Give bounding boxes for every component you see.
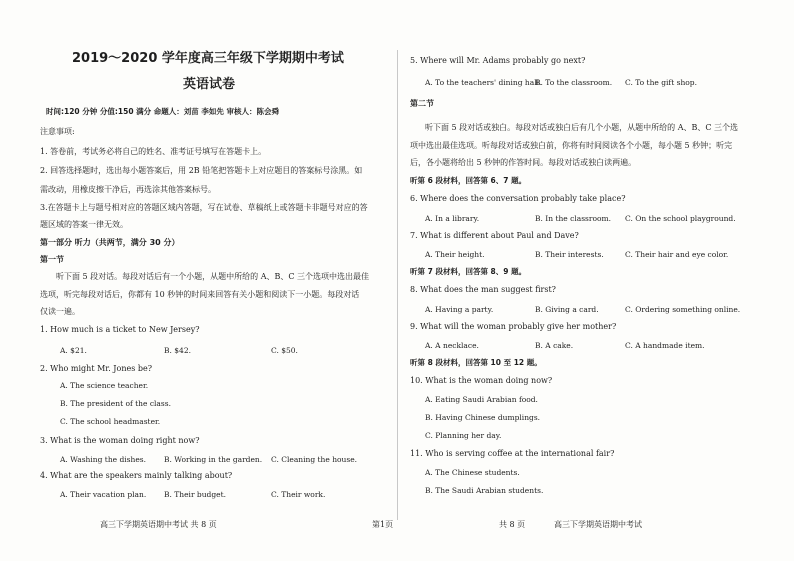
notice-3-line2: 题区域的答案一律无效。 <box>40 220 128 229</box>
question-4-option-a: A. Their vacation plan. <box>60 490 147 499</box>
question-3-option-b: B. Working in the garden. <box>164 455 263 464</box>
notice-3-line1: 3.在答题卡上与题号相对应的答题区域内答题，写在试卷、草稿纸上或答题卡非题号对应的答 <box>40 203 368 212</box>
question-8-option-c: C. Ordering something online. <box>625 305 741 314</box>
question-2-option-a: A. The science teacher. <box>60 381 149 390</box>
question-2-option-c: C. The school headmaster. <box>60 417 161 426</box>
right-footer-pages: 共 8 页 <box>499 520 526 529</box>
material-8-heading: 听第 8 段材料，回答第 10 至 12 题。 <box>410 358 542 367</box>
question-9: 9. What will the woman probably give her mother? <box>410 322 617 331</box>
page-number: 第1页 <box>372 520 394 529</box>
question-4: 4. What are the speakers mainly talking about? <box>40 471 233 480</box>
notice-heading: 注意事项: <box>40 127 75 136</box>
question-5-option-a: A. To the teachers' dining hall. <box>425 78 542 87</box>
question-10-option-c: C. Planning her day. <box>425 431 502 440</box>
part-one-heading: 第一部分 听力（共两节，满分 30 分） <box>40 238 180 247</box>
question-2-option-b: B. The president of the class. <box>60 399 171 408</box>
left-footer: 高三下学期英语期中考试 共 8 页 <box>100 520 217 529</box>
question-9-option-c: C. A handmade item. <box>625 341 705 350</box>
notice-2-line1: 2. 回答选择题时，选出每小题答案后，用 2B 铅笔把答题卡上对应题目的答案标号涂黑。如 <box>40 166 363 175</box>
question-3-option-c: C. Cleaning the house. <box>271 455 358 464</box>
question-4-option-b: B. Their budget. <box>164 490 226 499</box>
question-1-option-a: A. $21. <box>60 346 87 355</box>
section-one-instructions-line3: 仅读一遍。 <box>40 307 80 316</box>
question-1-option-c: C. $50. <box>271 346 298 355</box>
exam-subtitle: 英语试卷 <box>183 77 236 92</box>
question-6-option-a: A. In a library. <box>425 214 480 223</box>
question-9-option-b: B. A cake. <box>535 341 574 350</box>
question-3: 3. What is the woman doing right now? <box>40 436 200 445</box>
question-10: 10. What is the woman doing now? <box>410 376 553 385</box>
question-6-option-c: C. On the school playground. <box>625 214 736 223</box>
section-one-instructions-line1: 听下面 5 段对话。每段对话后有一个小题，从题中所给的 A、B、C 三个选项中选出最佳 <box>56 272 370 281</box>
question-7-option-c: C. Their hair and eye color. <box>625 250 729 259</box>
question-10-option-a: A. Eating Saudi Arabian food. <box>425 395 538 404</box>
question-7-option-a: A. Their height. <box>425 250 485 259</box>
question-11-option-b: B. The Saudi Arabian students. <box>425 486 544 495</box>
notice-2-line2: 需改动，用橡皮擦干净后，再选涂其他答案标号。 <box>40 185 216 194</box>
right-footer-title: 高三下学期英语期中考试 <box>554 520 642 529</box>
section-two-instructions-line3: 后，各小题将给出 5 秒钟的作答时间。每段对话或独白读两遍。 <box>410 158 637 167</box>
question-10-option-b: B. Having Chinese dumplings. <box>425 413 541 422</box>
exam-meta: 时间:120 分钟 分值:150 满分 命题人：刘苗 李如先 审核人：陈会舜 <box>46 107 279 116</box>
material-6-heading: 听第 6 段材料，回答第 6、7 题。 <box>410 176 527 185</box>
question-7-option-b: B. Their interests. <box>535 250 604 259</box>
notice-1: 1. 答卷前，考试务必将自己的姓名、准考证号填写在答题卡上。 <box>40 147 267 156</box>
question-6-option-b: B. In the classroom. <box>535 214 612 223</box>
section-two-heading: 第二节 <box>410 99 434 108</box>
question-8: 8. What does the man suggest first? <box>410 285 556 294</box>
question-9-option-a: A. A necklace. <box>425 341 479 350</box>
question-8-option-a: A. Having a party. <box>425 305 494 314</box>
section-one-heading: 第一节 <box>40 255 64 264</box>
exam-title: 2019～2020 学年度高三年级下学期期中考试 <box>72 51 344 66</box>
question-8-option-b: B. Giving a card. <box>535 305 599 314</box>
question-1-option-b: B. $42. <box>164 346 191 355</box>
question-4-option-c: C. Their work. <box>271 490 326 499</box>
section-two-instructions-line1: 听下面 5 段对话或独白。每段对话或独白后有几个小题，从题中所给的 A、B、C 三个选 <box>425 123 739 132</box>
section-two-instructions-line2: 项中选出最佳选项。听每段对话或独白前，你将有时间阅读各个小题，每小题 5 秒钟；听完 <box>410 141 733 150</box>
question-5-option-b: B. To the classroom. <box>535 78 613 87</box>
material-7-heading: 听第 7 段材料，回答第 8、9 题。 <box>410 267 527 276</box>
question-7: 7. What is different about Paul and Dave? <box>410 231 579 240</box>
question-5: 5. Where will Mr. Adams probably go next? <box>410 56 586 65</box>
question-11: 11. Who is serving coffee at the international fair? <box>410 449 615 458</box>
question-6: 6. Where does the conversation probably take place? <box>410 194 626 203</box>
section-one-instructions-line2: 选项，听完每段对话后，你都有 10 秒钟的时间来回答有关小题和阅读下一小题。每段对话 <box>40 290 360 299</box>
question-11-option-a: A. The Chinese students. <box>425 468 520 477</box>
question-1: 1. How much is a ticket to New Jersey? <box>40 325 200 334</box>
column-divider <box>397 50 398 520</box>
question-2: 2. Who might Mr. Jones be? <box>40 364 153 373</box>
question-5-option-c: C. To the gift shop. <box>625 78 697 87</box>
question-3-option-a: A. Washing the dishes. <box>60 455 147 464</box>
